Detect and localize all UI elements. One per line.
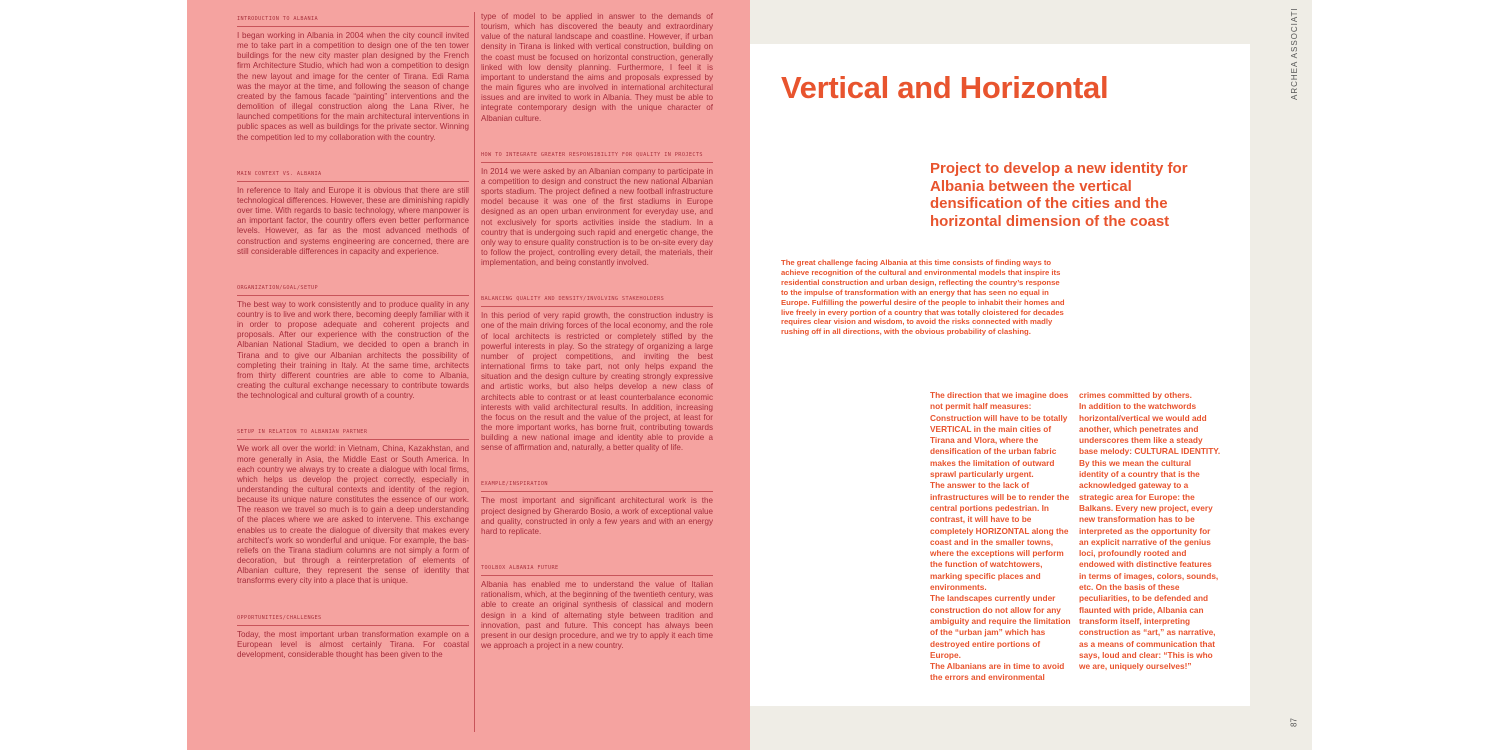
left-column-a	[237, 12, 469, 684]
section-text-inspiration: The most important and significant architectural work is the project designed by Gherardo Bosio, a work of exceptional value and quality, constructed in only a few years and with an energy hard to replicate.	[481, 496, 713, 536]
article-lead: The great challenge facing Albania at this time consists of finding ways to achieve recognition of the cultural and environmental models that inspire its residential construction and urban design, reflecting the country’s response to the impulse of transformation with an energy that has seen no equal in Europe. Fulfilling the powerful desire of the people to inhabit their homes and live freely in every portion of a country that was totally cloistered for decades requires clear vision and wisdom, to avoid the risks connected with madly rushing off in all directions, with the obvious probability of clashing.	[781, 258, 1065, 337]
right-page	[750, 0, 1312, 750]
brand-label	[1290, 7, 1300, 100]
section-heading-main-context: MAIN CONTEXT VS. ALBANIA	[237, 167, 469, 182]
article-paragraph: crimes committed by others.	[1079, 390, 1192, 400]
section-heading-opportunities: OPPORTUNITIES/CHALLENGES	[237, 611, 469, 626]
section-heading-inspiration: EXAMPLE/INSPIRATION	[481, 477, 713, 492]
section-text-balancing: In this period of very rapid growth, the construction industry is one of the main driving forces of the local economy, and the role of local architects is restricted or completely stifled by the powerful interests in play. So the strategy of organizing a large number of project competitions, and inviting the best international firms to take part, not only helps expand the situation and the design culture by creating strongly expressive and artistic works, but also helps develop a new class of architects able to contrast or at least counterbalance economic interests with valid architectural results. In addition, increasing the focus on the result and the value of the project, at least for the more important works, has borne fruit, contributing towards building a new national image and identity able to provide a sense of affirmation and, naturally, a better quality of life.	[481, 311, 713, 453]
article-body-column-2	[1079, 390, 1221, 672]
article-paragraph: The answer to the lack of infrastructures will be to render the central portions pedestrian. In contrast, it will have to be completely HORIZONTAL along the coast and in the smaller towns, where the exceptions will perform the function of watchtowers, marking specific places and environments.	[930, 480, 1070, 593]
article-subtitle: Project to develop a new identity for Albania between the vertical densification of the cities and the horizontal dimension of the coast	[930, 160, 1188, 230]
page-number: 87	[1289, 718, 1299, 727]
section-heading-toolbox: TOOLBOX ALBANIA FUTURE	[481, 561, 713, 576]
continued-text: type of model to be applied in answer to the demands of tourism, which has discovered the beauty and extraordinary value of the natural landscape and coastline. However, if urban density in Tirana is linked with vertical construction, building on the coast must be focused on horizontal construction, generally linked with low density planning. Furthermore, I feel it is important to understand the aims and proposals expressed by the main figures who are involved in international architectural issues and are invited to work in Albania. They must be able to integrate contemporary design with the unique character of Albanian culture.	[481, 12, 713, 123]
section-text-intro: I began working in Albania in 2004 when the city council invited me to take part in a competition to design one of the ten tower buildings for the new city master plan designed by the French firm Architecture Studio, which had won a competition to design the new layout and image for the center of Tirana. Edi Rama was the mayor at the time, and following the season of change created by the famous facade “painting” interventions and the demolition of illegal construction along the Lana River, he launched competitions for the main architectural interventions in public spaces as well as buildings for the private sector. Winning the competition led to my collaboration with the country.	[237, 31, 469, 142]
section-text-opportunities: Today, the most important urban transformation example on a European level is almost certainly Tirana. For coastal development, considerable thought has been given to the	[237, 629, 469, 659]
article-body-column-1	[930, 390, 1072, 684]
article-title: Vertical and Horizontal	[781, 70, 1109, 105]
section-text-toolbox: Albania has enabled me to understand the value of Italian rationalism, which, at the beginning of the twentieth century, was able to create an original synthesis of classical and modern design in a kind of alternating style between tradition and innovation, past and future. This concept has always been present in our design procedure, and we try to apply it each time we approach a project in a new country.	[481, 580, 713, 651]
section-heading-balancing: BALANCING QUALITY AND DENSITY/INVOLVING STAKEHOLDERS	[481, 292, 713, 307]
section-heading-intro: INTRODUCTION TO ALBANIA	[237, 12, 469, 27]
section-text-organization: The best way to work consistently and to produce quality in any country is to live and work there, becoming deeply familiar with it in order to propose adequate and coherent projects and proposals. After our experience with the construction of the Albanian National Stadium, we decided to open a branch in Tirana and to give our Albanian architects the possibility of completing their training in Italy. At the same time, architects from thirty different countries are able to come to Albania, creating the cultural exchange necessary to contribute towards the technological and cultural growth of a country.	[237, 299, 469, 401]
article-panel	[750, 44, 1250, 706]
left-column-b	[481, 12, 713, 675]
section-heading-organization: ORGANIZATION/GOAL/SETUP	[237, 281, 469, 296]
section-heading-responsibility: HOW TO INTEGRATE GREATER RESPONSIBILITY FOR QUALITY IN PROJECTS	[481, 148, 713, 163]
section-text-responsibility: In 2014 we were asked by an Albanian company to participate in a competition to design and construct the new national Albanian sports stadium. The project defined a new football infrastructure model because it was one of the first stadiums in Europe designed as an open urban environment for everyday use, and not exclusively for sports activities inside the stadium. In a country that is undergoing such rapid and energetic change, the only way to ensure quality construction is to be on-site every day to follow the project, controlling every detail, the materials, their implementation, and being constantly involved.	[481, 166, 713, 268]
brand-text: ARCHEA ASSOCIATI	[1290, 7, 1299, 100]
article-paragraph: The landscapes currently under construction do not allow for any ambiguity and require the limitation of the “urban jam” which has destroyed entire portions of Europe.	[930, 593, 1071, 660]
column-divider	[474, 12, 475, 732]
section-text-main-context: In reference to Italy and Europe it is obvious that there are still technological differences. However, these are diminishing rapidly over time. With regards to basic technology, where manpower is an important factor, the country offers even better performance levels. However, as far as the most advanced methods of construction and systems engineering are concerned, there are still considerable differences in capacity and experience.	[237, 185, 469, 256]
article-paragraph: The Albanians are in time to avoid the errors and environmental	[930, 661, 1065, 683]
left-page	[187, 0, 750, 750]
section-text-setup-partner: We work all over the world: in Vietnam, China, Kazakhstan, and more generally in Asia, the Middle East or South America. In each country we always try to create a dialogue with local firms, which helps us develop the project correctly, especially in understanding the cultural contexts and identity of the region, because its unique nature constitutes the essence of our work. The reason we travel so much is to gain a deep understanding of the places where we are asked to intervene. This exchange enables us to create the dialogue of diversity that makes every architect’s work so wonderful and unique. For example, the bas-reliefs on the Tirana stadium columns are not simply a form of decoration, but through a reinterpretation of elements of Albanian culture, they represent the sense of identity that transforms every city into a place that is unique.	[237, 444, 469, 586]
section-heading-setup-partner: SETUP IN RELATION TO ALBANIAN PARTNER	[237, 425, 469, 440]
article-paragraph: In addition to the watchwords horizontal/vertical we would add another, which penetrates and underscores them like a steady base melody: CULTURAL IDENTITY. By this we mean the cultural identity of a country that is the acknowledged gateway to a strategic area for Europe: the Balkans. Every new project, every new transformation has to be interpreted as the opportunity for an explicit narrative of the genius loci, profoundly rooted and endowed with distinctive features in terms of images, colors, sounds, etc. On the basis of these peculiarities, to be defended and flaunted with pride, Albania can transform itself, interpreting construction as “art,” as narrative, as a means of communication that says, loud and clear: “This is who we are, uniquely ourselves!”	[1079, 401, 1221, 672]
article-paragraph: The direction that we imagine does not permit half measures: Construction will have to be totally VERTICAL in the main cities of Tirana and Vlora, where the densification of the urban fabric makes the limitation of outward sprawl particularly urgent.	[930, 390, 1069, 480]
